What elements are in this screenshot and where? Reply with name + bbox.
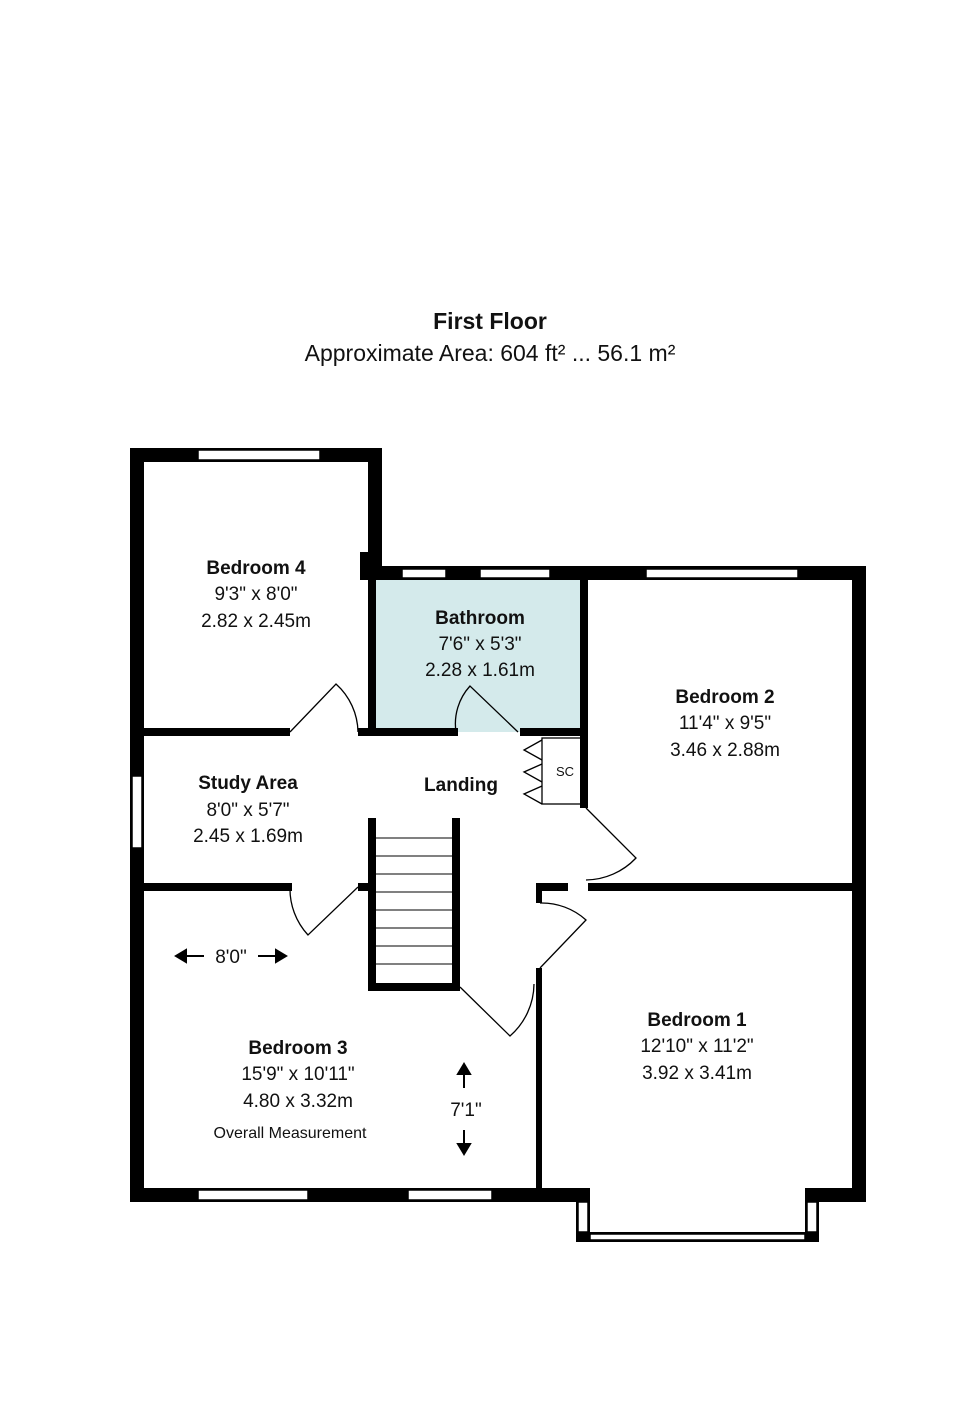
bedroom4-metric: 2.82 x 2.45m [201,611,311,632]
bedroom1-name: Bedroom 1 [647,1010,747,1031]
cupboard-label: SC [555,764,575,779]
bedroom1-imperial: 12'10" x 11'2" [640,1036,754,1057]
bedroom2-imperial: 11'4" x 9'5" [678,713,772,734]
bedroom3-note: Overall Measurement [213,1125,367,1142]
staircase [376,838,452,964]
bedroom4-imperial: 9'3" x 8'0" [214,584,298,605]
bedroom2-name: Bedroom 2 [675,687,775,708]
bathroom-fill [375,580,583,732]
bedroom3-imperial: 15'9" x 10'11" [241,1064,355,1085]
landing-name: Landing [424,775,498,796]
bathroom-imperial: 7'6" x 5'3" [438,634,522,655]
bedroom3-metric: 4.80 x 3.32m [243,1091,353,1112]
bathroom-name: Bathroom [435,608,525,629]
study-metric: 2.45 x 1.69m [193,826,303,847]
bedroom3-name: Bedroom 3 [248,1038,348,1059]
bedroom3-height-label: 7'1" [450,1100,482,1121]
bedroom1-metric: 3.92 x 3.41m [642,1063,752,1084]
study-name: Study Area [198,773,298,794]
floor-area: Approximate Area: 604 ft² ... 56.1 m² [304,340,676,366]
bedroom4-name: Bedroom 4 [206,558,306,579]
bathroom-metric: 2.28 x 1.61m [425,660,535,681]
study-imperial: 8'0" x 5'7" [206,800,290,821]
bedroom2-metric: 3.46 x 2.88m [670,740,780,761]
bedroom3-width-label: 8'0" [215,947,247,968]
floor-title: First Floor [433,308,547,334]
